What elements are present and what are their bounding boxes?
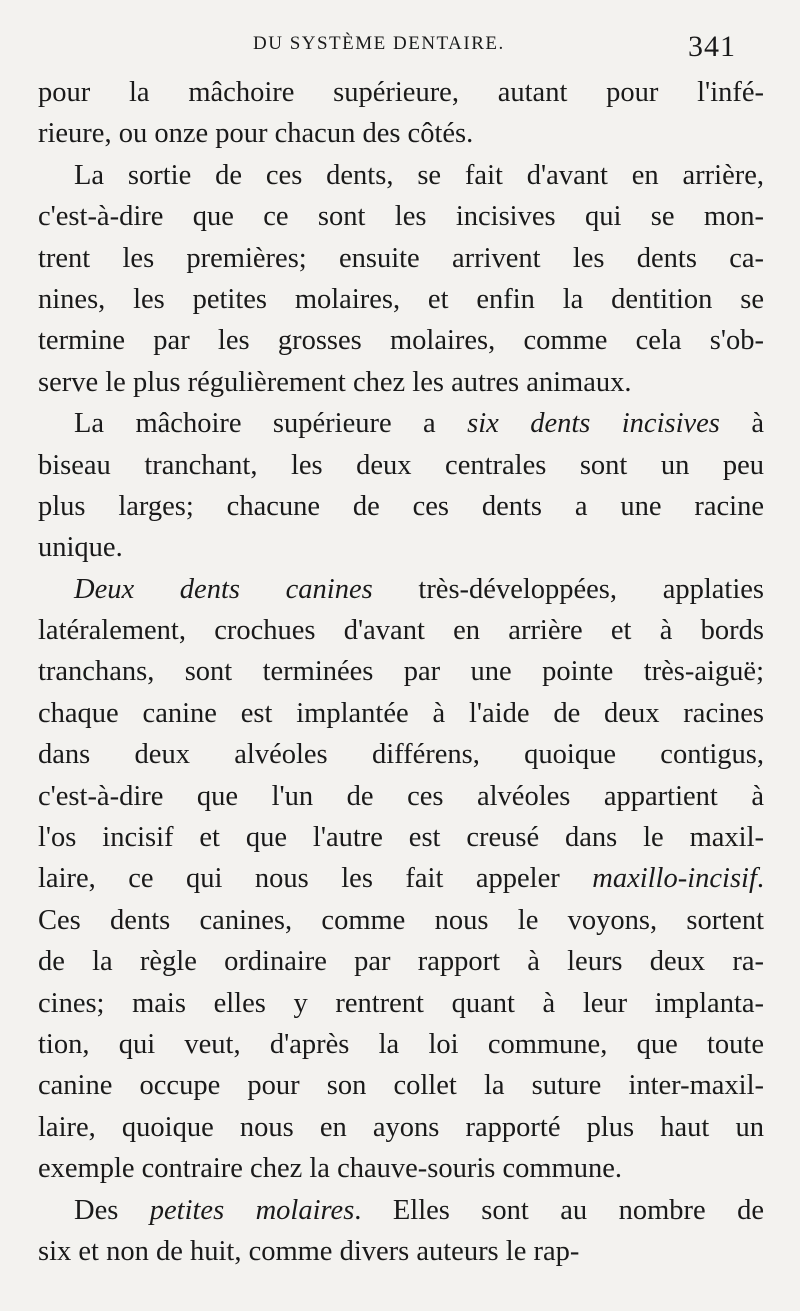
- text-segment: La mâchoire supérieure a: [74, 408, 468, 440]
- text-line: [38, 155, 764, 196]
- text-line: [38, 900, 764, 941]
- paragraph: [38, 569, 764, 1190]
- text-segment: c'est-à-dire que ce sont les incisives qui se mon-: [38, 201, 764, 233]
- text-segment: de la règle ordinaire par rapport à leurs deux ra-: [38, 946, 764, 978]
- text-segment: dans deux alvéoles différens, quoique contigus,: [38, 739, 764, 771]
- italic-text: petites molaires: [149, 1194, 355, 1226]
- text-line: [38, 610, 764, 651]
- text-segment: chaque canine est implantée à l'aide de deux racines: [38, 697, 764, 729]
- text-line: [38, 569, 764, 610]
- text-segment: Ces dents canines, comme nous le voyons, sortent: [38, 904, 764, 936]
- text-line: [38, 72, 764, 113]
- text-segment: c'est-à-dire que l'un de ces alvéoles appartient à: [38, 780, 764, 812]
- paragraph: [38, 72, 764, 155]
- text-segment: laire, quoique nous en ayons rapporté plus haut un: [38, 1111, 764, 1143]
- text-line: [38, 113, 764, 154]
- text-line: [38, 1148, 764, 1189]
- text-segment: tion, qui veut, d'après la loi commune, que toute: [38, 1028, 764, 1060]
- text-line: [38, 1231, 764, 1272]
- text-line: [38, 403, 764, 444]
- italic-text: maxillo-incisif: [592, 863, 757, 895]
- italic-text: Deux dents canines: [74, 573, 373, 605]
- text-segment: à: [719, 408, 764, 440]
- text-segment: biseau tranchant, les deux centrales sont un peu: [38, 449, 764, 481]
- text-line: [38, 858, 764, 899]
- text-line: [38, 693, 764, 734]
- text-segment: Des: [74, 1194, 150, 1226]
- text-line: [38, 486, 764, 527]
- text-segment: plus larges; chacune de ces dents a une racine: [38, 490, 764, 522]
- text-segment: La sortie de ces dents, se fait d'avant en arrière,: [74, 159, 764, 191]
- text-segment: canine occupe pour son collet la suture inter-maxil-: [38, 1070, 764, 1102]
- text-line: [38, 1024, 764, 1065]
- text-segment: pour la mâchoire supérieure, autant pour l'infé-: [38, 77, 764, 108]
- text-line: [38, 445, 764, 486]
- text-line: [38, 362, 764, 403]
- text-segment: unique.: [38, 532, 123, 564]
- text-line: [38, 1190, 764, 1231]
- text-line: [38, 941, 764, 982]
- text-line: [38, 320, 764, 361]
- text-segment: six et non de huit, comme divers auteurs le rap-: [38, 1235, 580, 1267]
- text-segment: latéralement, crochues d'avant en arrière et à bords: [38, 615, 764, 647]
- text-segment: cines; mais elles y rentrent quant à leur implanta-: [38, 987, 764, 1019]
- text-segment: tranchans, sont terminées par une pointe très-aiguë;: [38, 656, 764, 688]
- text-segment: . Elles sont au nombre de: [354, 1194, 764, 1226]
- text-line: [38, 776, 764, 817]
- text-line: [38, 817, 764, 858]
- paragraph: [38, 1190, 764, 1273]
- text-segment: très-développées, applaties: [372, 573, 764, 605]
- text-segment: l'os incisif et que l'autre est creusé dans le maxil-: [38, 822, 764, 854]
- text-segment: termine par les grosses molaires, comme cela s'ob-: [38, 325, 764, 357]
- text-line: [38, 983, 764, 1024]
- text-segment: trent les premières; ensuite arrivent les dents ca-: [38, 242, 764, 274]
- text-line: [38, 1065, 764, 1106]
- text-line: [38, 527, 764, 568]
- text-segment: serve le plus régulièrement chez les autres animaux.: [38, 366, 632, 398]
- text-segment: .: [756, 863, 764, 895]
- page-number: 341: [688, 30, 736, 63]
- paragraph: [38, 403, 764, 569]
- text-line: [38, 1107, 764, 1148]
- text-line: [38, 196, 764, 237]
- body-text: [38, 72, 764, 1272]
- italic-text: six dents incisives: [467, 408, 720, 440]
- text-line: [38, 734, 764, 775]
- text-line: [38, 279, 764, 320]
- text-segment: laire, ce qui nous les fait appeler: [38, 863, 593, 895]
- text-segment: exemple contraire chez la chauve-souris commune.: [38, 1153, 622, 1185]
- paragraph: [38, 155, 764, 403]
- text-segment: rieure, ou onze pour chacun des côtés.: [38, 118, 474, 150]
- text-line: [38, 238, 764, 279]
- running-head: DU SYSTÈME DENTAIRE.: [253, 33, 505, 54]
- text-segment: nines, les petites molaires, et enfin la dentition se: [38, 283, 764, 315]
- text-line: [38, 651, 764, 692]
